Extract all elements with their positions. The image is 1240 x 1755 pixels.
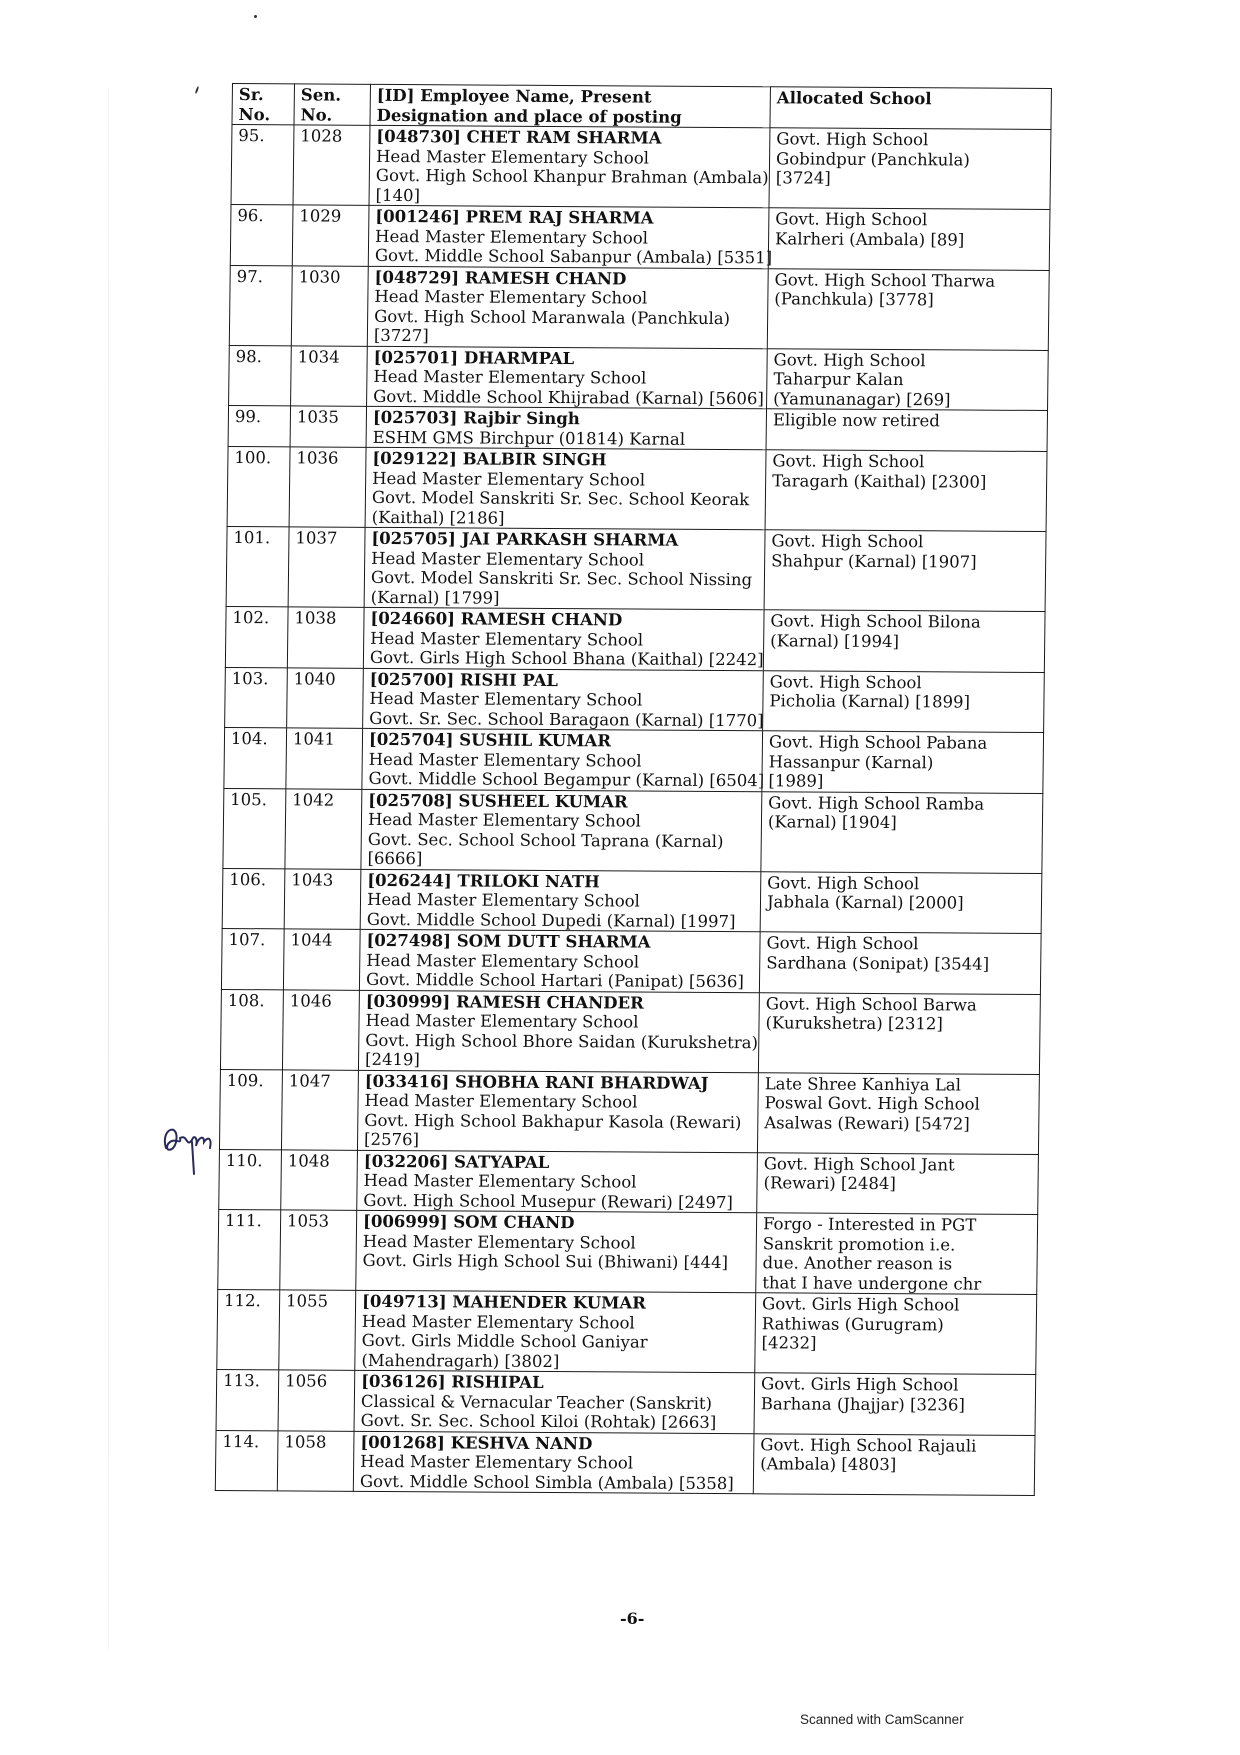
cell-employee xyxy=(353,1431,754,1494)
employee-detail-line: Govt. High School Maranwala (Panchkula) xyxy=(374,306,731,328)
school-line: Taharpur Kalan xyxy=(773,369,904,390)
employee-detail-line: Govt. Model Sanskriti Sr. Sec. School Nissing xyxy=(370,567,753,590)
table-row xyxy=(217,1289,1037,1374)
scan-speck xyxy=(254,15,257,18)
employee-id-name: [025703] Rajbir Singh xyxy=(372,407,580,429)
table-row xyxy=(228,405,1047,451)
table-row xyxy=(225,606,1045,672)
employee-id-name: [006999] SOM CHAND xyxy=(362,1211,575,1233)
cell-sr-no: 97. xyxy=(229,265,292,345)
employee-detail-line: Head Master Elementary School xyxy=(375,146,650,168)
table-row xyxy=(224,727,1044,793)
cell-allocated-school xyxy=(764,530,1046,612)
school-line: Govt. High School Rajauli xyxy=(760,1434,977,1456)
employee-id-name: [032206] SATYAPAL xyxy=(363,1151,550,1172)
employee-id-name: [048729] RAMESH CHAND xyxy=(374,267,627,288)
cell-sen-no: 1053 xyxy=(280,1210,357,1290)
cell-sen-no: 1042 xyxy=(285,788,362,868)
scan-fold-line xyxy=(108,90,109,1650)
employee-detail-line: Govt. Middle School Dupedi (Karnal) [1997] xyxy=(366,909,736,931)
employee-detail-line: Govt. Girls High School Bhana (Kaithal) [2242] xyxy=(369,647,764,670)
school-line: Barhana (Jhajjar) [3236] xyxy=(760,1393,966,1415)
school-line: Poswal Govt. High School xyxy=(764,1093,980,1114)
employee-detail-line: Head Master Elementary School xyxy=(362,1231,636,1253)
employee-detail-line: Head Master Elementary School xyxy=(370,628,644,650)
school-line: Sardhana (Sonipat) [3544] xyxy=(766,952,990,974)
cell-sen-no: 1041 xyxy=(286,728,363,789)
table-row xyxy=(218,1209,1038,1294)
cell-sen-no: 1055 xyxy=(279,1290,356,1370)
school-line: that I have undergone chr xyxy=(762,1272,982,1294)
cell-sen-no: 1048 xyxy=(281,1149,358,1210)
cell-sr-no: 107. xyxy=(221,928,284,989)
cell-sr-no: 98. xyxy=(229,345,292,406)
cell-allocated-school xyxy=(767,268,1049,350)
table-row xyxy=(230,205,1050,271)
table-row xyxy=(225,667,1045,733)
employee-detail-line: Head Master Elementary School xyxy=(360,1451,634,1473)
cell-allocated-school xyxy=(757,1072,1039,1154)
school-line: Forgo - Interested in PGT xyxy=(762,1214,977,1235)
cell-allocated-school xyxy=(762,731,1044,793)
school-line: Govt. High School xyxy=(766,933,919,954)
header-sr-no: Sr. No. xyxy=(232,84,294,125)
cell-employee xyxy=(367,346,768,409)
employee-detail-line: Govt. Model Sanskriti Sr. Sec. School Keorak xyxy=(371,487,750,510)
scanner-watermark: Scanned with CamScanner xyxy=(800,1712,964,1727)
cell-sen-no: 1040 xyxy=(287,667,364,728)
cell-sen-no: 1047 xyxy=(281,1069,358,1149)
cell-employee xyxy=(359,929,760,992)
cell-employee xyxy=(363,668,764,731)
cell-sr-no: 95. xyxy=(231,125,294,205)
school-line: Govt. High School Barwa xyxy=(765,993,977,1015)
cell-sr-no: 108. xyxy=(220,989,283,1069)
school-line: Jabhala (Karnal) [2000] xyxy=(766,892,964,913)
school-line: (Ambala) [4803] xyxy=(760,1454,897,1475)
cell-employee xyxy=(354,1370,755,1433)
cell-sr-no: 114. xyxy=(215,1430,278,1491)
cell-employee xyxy=(367,266,768,348)
school-line: Govt. High School xyxy=(773,349,926,370)
cell-sr-no: 109. xyxy=(219,1069,282,1149)
school-line: [1989] xyxy=(768,771,824,791)
cell-employee xyxy=(358,990,759,1072)
header-allocated-school: Allocated School xyxy=(770,87,1051,130)
employee-detail-line: (Karnal) [1799] xyxy=(370,587,500,608)
cell-sr-no: 112. xyxy=(217,1289,280,1369)
employee-id-name: [027498] SOM DUTT SHARMA xyxy=(366,930,651,952)
cell-allocated-school xyxy=(757,1152,1039,1214)
school-line: due. Another reason is xyxy=(762,1253,953,1274)
school-line: Govt. Girls High School xyxy=(761,1374,959,1395)
employee-detail-line: Govt. High School Bhore Saidan (Kurukshetra) xyxy=(365,1030,759,1052)
employee-detail-line: (Kaithal) [2186] xyxy=(371,507,505,528)
employee-detail-line: Head Master Elementary School xyxy=(368,749,642,771)
table-row xyxy=(219,1149,1039,1215)
school-line: Rathiwas (Gurugram) xyxy=(761,1313,944,1334)
cell-allocated-school xyxy=(760,871,1042,933)
school-line: (Panchkula) [3778] xyxy=(774,289,934,310)
school-line: Govt. Girls High School xyxy=(761,1294,960,1315)
cell-sen-no: 1044 xyxy=(283,929,360,990)
cell-sen-no: 1036 xyxy=(289,447,366,527)
cell-allocated-school xyxy=(758,992,1040,1074)
cell-allocated-school xyxy=(767,348,1049,410)
cell-sen-no: 1028 xyxy=(293,125,370,205)
employee-detail-line: Govt. Middle School Khijrabad (Karnal) [5606] xyxy=(373,386,765,408)
cell-sr-no: 100. xyxy=(227,446,290,526)
table-row xyxy=(222,868,1042,934)
cell-sr-no: 106. xyxy=(222,868,285,929)
employee-detail-line: (Mahendragarh) [3802] xyxy=(361,1350,560,1371)
employee-id-name: [025705] JAI PARKASH SHARMA xyxy=(371,528,679,550)
school-line: Hassanpur (Karnal) xyxy=(768,751,934,772)
employee-detail-line: Govt. Sr. Sec. School Baragaon (Karnal) [1770] xyxy=(369,708,764,730)
employee-detail-line: Head Master Elementary School xyxy=(367,809,641,831)
school-line: Govt. High School xyxy=(767,872,920,893)
school-line: Kalrheri (Ambala) [89] xyxy=(774,228,965,249)
cell-sen-no: 1046 xyxy=(282,989,359,1069)
cell-employee xyxy=(356,1210,757,1292)
cell-sen-no: 1058 xyxy=(277,1430,354,1491)
employee-detail-line: Head Master Elementary School xyxy=(364,1090,638,1112)
employee-detail-line: Head Master Elementary School xyxy=(374,286,648,308)
cell-allocated-school xyxy=(756,1213,1038,1295)
employee-detail-line: Head Master Elementary School xyxy=(372,468,646,490)
school-line: Gobindpur (Panchkula) xyxy=(775,148,970,170)
employee-id-name: [026244] TRILOKI NATH xyxy=(367,870,600,891)
employee-id-name: [025700] RISHI PAL xyxy=(369,669,559,690)
employee-id-name: [029122] BALBIR SINGH xyxy=(372,448,607,470)
table-row xyxy=(229,345,1049,411)
table-row xyxy=(226,526,1046,611)
cell-allocated-school xyxy=(765,450,1047,532)
cell-sen-no: 1030 xyxy=(291,265,368,345)
employee-id-name: [001268] KESHVA NAND xyxy=(360,1432,593,1453)
school-line: Govt. High School xyxy=(771,531,924,552)
cell-sr-no: 96. xyxy=(230,205,293,266)
cell-employee xyxy=(362,728,763,791)
employee-detail-line: [2576] xyxy=(363,1129,420,1150)
school-line: Govt. High School Ramba xyxy=(768,792,985,814)
school-line: Govt. High School Bilona xyxy=(770,611,981,632)
cell-allocated-school xyxy=(763,670,1045,732)
school-line: Picholia (Karnal) [1899] xyxy=(769,691,971,712)
school-line: Taragarh (Kaithal) [2300] xyxy=(772,470,987,492)
school-line: Govt. High School Jant xyxy=(763,1153,955,1174)
table-row xyxy=(219,1069,1039,1154)
cell-sr-no: 104. xyxy=(224,727,287,788)
employee-id-name: [025708] SUSHEEL KUMAR xyxy=(368,790,628,811)
school-line: Govt. High School xyxy=(775,209,928,230)
employee-detail-line: [3727] xyxy=(373,325,429,346)
cell-employee xyxy=(361,789,762,871)
school-line: Sanskrit promotion i.e. xyxy=(762,1233,956,1254)
table-row xyxy=(229,265,1049,350)
employee-id-name: [025701] DHARMPAL xyxy=(373,347,575,368)
cell-allocated-school xyxy=(755,1293,1037,1375)
employee-id-name: [001246] PREM RAJ SHARMA xyxy=(375,206,654,228)
header-employee: [ID] Employee Name, Present Designation and place of posting xyxy=(370,84,770,127)
table-row xyxy=(216,1369,1036,1435)
cell-employee xyxy=(360,869,761,932)
cell-sr-no: 101. xyxy=(226,526,289,606)
employee-id-name: [048730] CHET RAM SHARMA xyxy=(376,126,662,148)
school-line: [4232] xyxy=(761,1333,817,1353)
employee-detail-line: Govt. High School Khanpur Brahman (Ambala) xyxy=(375,165,769,188)
employee-id-name: [049713] MAHENDER KUMAR xyxy=(362,1291,647,1313)
cell-sen-no: 1037 xyxy=(288,527,365,607)
school-line: [3724] xyxy=(775,168,831,188)
cell-employee xyxy=(363,607,764,670)
cell-sr-no: 103. xyxy=(225,667,288,728)
school-line: Asalwas (Rewari) [5472] xyxy=(764,1112,970,1134)
school-line: Govt. High School xyxy=(769,671,922,692)
cell-allocated-school xyxy=(763,610,1045,672)
cell-sr-no: 113. xyxy=(216,1369,279,1430)
table-row xyxy=(221,928,1041,994)
cell-allocated-school xyxy=(759,932,1041,994)
school-line: Shahpur (Karnal) [1907] xyxy=(771,550,977,572)
employee-detail-line: Head Master Elementary School xyxy=(363,1170,637,1192)
cell-sen-no: 1035 xyxy=(290,406,366,447)
employee-detail-line: [2419] xyxy=(364,1049,421,1070)
allocation-table xyxy=(215,83,1052,1496)
cell-allocated-school xyxy=(761,791,1043,873)
header-sen-no: Sen. No. xyxy=(294,84,370,125)
school-line: Govt. High School Tharwa xyxy=(774,269,996,291)
cell-sr-no: 110. xyxy=(219,1149,282,1210)
employee-detail-line: Govt. Middle School Begampur (Karnal) [6504] xyxy=(368,768,765,791)
employee-detail-line: Govt. Girls High School Sui (Bhiwani) [444] xyxy=(362,1250,729,1273)
employee-detail-line: Govt. Sr. Sec. School Kiloi (Rohtak) [2663] xyxy=(360,1410,717,1433)
cell-employee xyxy=(365,447,766,529)
employee-id-name: [030999] RAMESH CHANDER xyxy=(365,991,644,1013)
page-number: -6- xyxy=(620,1609,645,1628)
cell-sr-no: 105. xyxy=(223,788,286,868)
scan-speck xyxy=(195,86,200,94)
employee-detail-line: Head Master Elementary School xyxy=(366,889,641,911)
employee-detail-line: [140] xyxy=(375,185,421,205)
school-line: (Karnal) [1904] xyxy=(767,812,897,833)
cell-sr-no: 99. xyxy=(228,405,290,446)
employee-detail-line: Head Master Elementary School xyxy=(365,1010,639,1032)
employee-detail-line: Govt. Middle School Simbla (Ambala) [5358] xyxy=(359,1471,734,1493)
table-row xyxy=(223,788,1043,873)
cell-sen-no: 1038 xyxy=(287,607,364,668)
employee-detail-line: ESHM GMS Birchpur (01814) Karnal xyxy=(372,427,686,449)
school-line: (Yamunanagar) [269] xyxy=(773,388,951,409)
school-line: Late Shree Kanhiya Lal xyxy=(764,1073,962,1095)
cell-allocated-school xyxy=(754,1373,1036,1435)
cell-employee xyxy=(366,406,766,449)
employee-detail-line: Head Master Elementary School xyxy=(371,548,645,570)
table-row xyxy=(215,1430,1035,1496)
cell-employee xyxy=(368,205,773,268)
cell-sen-no: 1034 xyxy=(291,345,368,406)
cell-allocated-school xyxy=(753,1433,1035,1495)
table-row xyxy=(227,446,1047,531)
school-line: Govt. High School xyxy=(776,129,929,150)
cell-employee xyxy=(364,527,765,609)
employee-id-name: [024660] RAMESH CHAND xyxy=(370,608,623,630)
school-line: (Kurukshetra) [2312] xyxy=(765,1013,943,1034)
employee-detail-line: Govt. Middle School Hartari (Panipat) [5636] xyxy=(365,969,744,992)
cell-sr-no: 102. xyxy=(225,606,288,667)
cell-allocated-school xyxy=(769,128,1051,210)
employee-detail-line: Head Master Elementary School xyxy=(369,688,643,710)
cell-employee xyxy=(355,1290,756,1372)
cell-employee xyxy=(357,1070,758,1152)
signature-icon xyxy=(158,1108,218,1178)
cell-employee xyxy=(357,1150,758,1213)
employee-detail-line: Govt. High School Bakhapur Kasola (Rewari) xyxy=(364,1110,742,1132)
employee-id-name: [036126] RISHIPAL xyxy=(361,1371,544,1392)
school-line: Govt. High School Pabana xyxy=(768,732,988,753)
cell-sr-no: 111. xyxy=(218,1209,281,1289)
table-body xyxy=(215,125,1051,1496)
cell-sen-no: 1056 xyxy=(278,1370,355,1431)
cell-sen-no: 1043 xyxy=(284,868,361,929)
table-row xyxy=(231,125,1051,210)
table-row xyxy=(220,989,1040,1074)
employee-detail-line: Classical & Vernacular Teacher (Sanskrit) xyxy=(360,1391,713,1413)
employee-detail-line: Govt. Sec. School School Taprana (Karnal) xyxy=(367,829,724,851)
school-line: (Rewari) [2484] xyxy=(763,1173,896,1194)
table-header-row xyxy=(232,84,1051,130)
employee-detail-line: Govt. High School Musepur (Rewari) [2497] xyxy=(363,1190,734,1212)
employee-detail-line: Head Master Elementary School xyxy=(373,366,647,388)
employee-detail-line: Head Master Elementary School xyxy=(375,226,649,248)
cell-employee xyxy=(369,125,770,207)
employee-id-name: [033416] SHOBHA RANI BHARDWAJ xyxy=(364,1071,709,1093)
employee-detail-line: Govt. Middle School Sabanpur (Ambala) [5351] xyxy=(374,245,773,268)
employee-detail-line: Govt. Girls Middle School Ganiyar xyxy=(361,1330,648,1352)
employee-detail-line: [6666] xyxy=(367,848,423,869)
cell-allocated-school xyxy=(768,208,1050,270)
school-line: Eligible now retired xyxy=(772,410,941,431)
employee-id-name: [025704] SUSHIL KUMAR xyxy=(368,729,612,751)
employee-detail-line: Head Master Elementary School xyxy=(366,950,640,972)
school-line: (Karnal) [1994] xyxy=(770,630,900,651)
cell-allocated-school xyxy=(766,409,1047,452)
employee-detail-line: Head Master Elementary School xyxy=(361,1311,635,1333)
cell-sen-no: 1029 xyxy=(292,205,369,266)
school-line: Govt. High School xyxy=(772,451,925,472)
